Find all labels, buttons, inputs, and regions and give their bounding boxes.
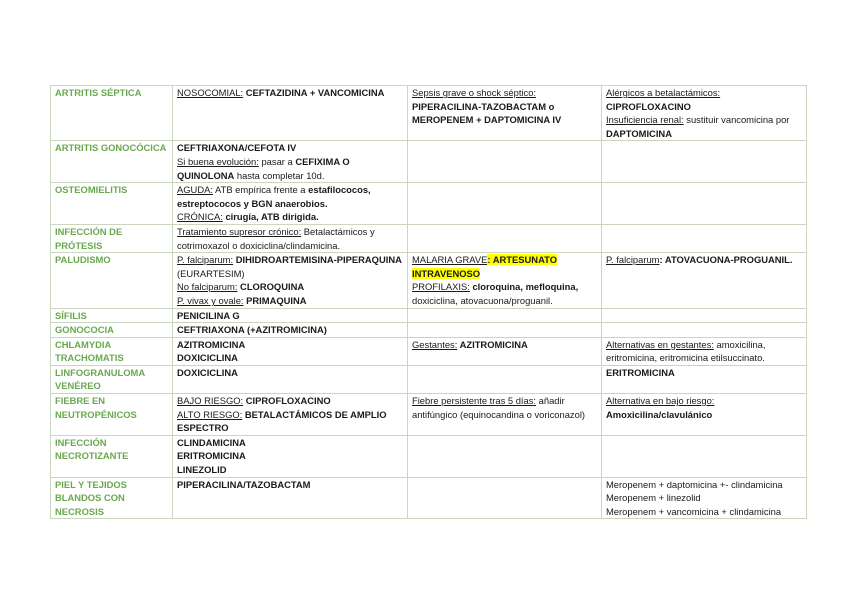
cell-line: [177, 210, 404, 224]
text-segment: CLOROQUINA: [237, 281, 305, 293]
text-segment: DIHIDROARTEMISINA-PIPERAQUINA: [233, 254, 402, 266]
treatment-cell: [602, 477, 807, 519]
treatment-cell: [408, 86, 602, 141]
cell-line: [606, 100, 803, 114]
table-row: [51, 224, 807, 252]
text-segment: Insuficiencia renal:: [606, 114, 684, 126]
cell-line: [412, 394, 598, 421]
text-segment: PIPERACILINA/TAZOBACTAM: [177, 478, 311, 490]
treatment-cell: [602, 308, 807, 323]
text-segment: Amoxicilina/clavulánico: [606, 408, 713, 420]
table-row: [51, 365, 807, 393]
treatment-cell: [602, 394, 807, 436]
table-row: [51, 253, 807, 308]
text-segment: DAPTOMICINA: [606, 127, 672, 139]
text-segment: hasta completar 10d.: [234, 169, 325, 181]
treatment-cell: [602, 365, 807, 393]
text-segment: NOSOCOMIAL:: [177, 87, 244, 98]
table-row: [51, 394, 807, 436]
text-segment: P. falciparum: [606, 254, 660, 266]
text-segment: amoxicilina, eritromicina, eritromicina etilsuccinato.: [606, 338, 766, 364]
text-segment: Meropenem + vancomicina + clindamicina: [606, 505, 782, 517]
text-segment: estafilococos, estreptococos y BGN anaerobios.: [177, 184, 371, 209]
text-segment: CEFTRIAXONA (+AZITROMICINA): [177, 324, 327, 336]
text-segment: DOXICICLINA: [177, 366, 238, 378]
treatment-cell: [173, 323, 408, 338]
treatment-cell: [173, 253, 408, 308]
text-segment: CRÓNICA:: [177, 211, 223, 223]
text-segment: CEFIXIMA O QUINOLONA: [177, 155, 350, 181]
cell-line: [177, 351, 404, 365]
text-segment: ERITROMICINA: [606, 366, 675, 378]
text-segment: MALARIA GRAVE: [412, 254, 488, 266]
cell-line: [606, 491, 803, 505]
condition-name: PALUDISMO: [51, 253, 173, 308]
treatment-cell: [173, 365, 408, 393]
text-segment: ATB empírica frente a: [212, 184, 309, 196]
treatment-cell: [173, 337, 408, 365]
treatment-cell: [602, 141, 807, 183]
text-segment: cloroquina, mefloquina,: [469, 281, 579, 293]
cell-line: [606, 113, 803, 140]
condition-name: FIEBRE EN NEUTROPÉNICOS: [51, 394, 173, 436]
cell-line: [412, 338, 598, 352]
cell-line: [177, 86, 404, 100]
condition-name: SÍFILIS: [51, 308, 173, 323]
treatment-cell: [602, 86, 807, 141]
text-segment: Meropenem + daptomicina +- clindamicina: [606, 478, 783, 490]
cell-line: [177, 449, 404, 463]
text-segment: Tratamiento supresor crónico:: [177, 225, 302, 237]
cell-line: [606, 253, 803, 267]
antibiotic-table: [50, 85, 807, 519]
text-segment: CEFTAZIDINA + VANCOMICINA: [243, 87, 385, 98]
table-row: [51, 477, 807, 519]
treatment-cell: [408, 253, 602, 308]
text-segment: AZITROMICINA: [177, 338, 246, 350]
condition-name: LINFOGRANULOMA VENÉREO: [51, 365, 173, 393]
table-row: [51, 308, 807, 323]
text-segment: DOXICICLINA: [177, 352, 238, 364]
table-row: [51, 141, 807, 183]
text-segment: Betalactámicos y cotrimoxazol o doxiciclina/clindamicina.: [177, 225, 375, 251]
text-segment: doxiciclina, atovacuona/proguanil.: [412, 294, 553, 306]
text-segment: Alternativas en gestantes:: [606, 338, 714, 350]
cell-line: [177, 338, 404, 352]
treatment-cell: [408, 477, 602, 519]
text-segment: BETALACTÁMICOS DE AMPLIO ESPECTRO: [177, 408, 387, 434]
text-segment: PROFILAXIS:: [412, 281, 470, 293]
text-segment: BAJO RIESGO:: [177, 395, 244, 407]
condition-name: GONOCOCIA: [51, 323, 173, 338]
cell-line: [177, 478, 404, 492]
table-row: [51, 435, 807, 477]
text-segment: : ATOVACUONA-PROGUANIL.: [659, 254, 793, 266]
text-segment: MEROPENEM + DAPTOMICINA IV: [412, 114, 562, 126]
condition-name: INFECCIÓN DE PRÓTESIS: [51, 224, 173, 252]
cell-line: [177, 155, 404, 182]
text-segment: Gestantes:: [412, 338, 458, 350]
text-segment: CIPROFLOXACINO: [243, 395, 331, 407]
text-segment: : ARTESUNATO INTRAVENOSO: [412, 254, 557, 279]
cell-line: [177, 408, 404, 435]
treatment-cell: [408, 435, 602, 477]
treatment-cell: [173, 435, 408, 477]
text-segment: No falciparum:: [177, 281, 238, 293]
cell-line: [606, 505, 803, 519]
text-segment: Alérgicos a betalactámicos:: [606, 87, 721, 98]
text-segment: PIPERACILINA-TAZOBACTAM o: [412, 100, 555, 112]
table-row: [51, 86, 807, 141]
cell-line: [177, 323, 404, 337]
text-segment: AZITROMICINA: [457, 338, 528, 350]
text-segment: CEFTRIAXONA/CEFOTA IV: [177, 142, 297, 154]
text-segment: Sepsis grave o shock séptico:: [412, 87, 537, 98]
condition-name: INFECCIÓN NECROTIZANTE: [51, 435, 173, 477]
cell-line: [412, 280, 598, 307]
treatment-cell: [602, 183, 807, 225]
text-segment: Alternativa en bajo riesgo:: [606, 395, 715, 407]
cell-line: [412, 100, 598, 114]
text-segment: LINEZOLID: [177, 464, 227, 476]
text-segment: pasar a: [258, 155, 296, 167]
cell-line: [412, 86, 598, 100]
cell-line: [606, 366, 803, 380]
treatment-cell: [602, 435, 807, 477]
treatment-cell: [408, 308, 602, 323]
cell-line: [606, 86, 803, 100]
table-row: [51, 323, 807, 338]
text-segment: CIPROFLOXACINO: [606, 100, 691, 112]
text-segment: AGUDA:: [177, 184, 213, 196]
treatment-cell: [408, 141, 602, 183]
cell-line: [177, 183, 404, 210]
cell-line: [606, 394, 803, 408]
treatment-cell: [408, 224, 602, 252]
cell-line: [177, 280, 404, 294]
treatment-cell: [408, 337, 602, 365]
cell-line: [606, 408, 803, 422]
table-body: [51, 86, 807, 519]
text-segment: sustituir vancomicina por: [683, 114, 790, 126]
condition-name: CHLAMYDIA TRACHOMATIS: [51, 337, 173, 365]
treatment-cell: [173, 477, 408, 519]
cell-line: [177, 463, 404, 477]
cell-line: [177, 436, 404, 450]
text-segment: Fiebre persistente tras 5 días:: [412, 395, 537, 407]
text-segment: Si buena evolución:: [177, 155, 259, 167]
cell-line: [606, 478, 803, 492]
text-segment: ALTO RIESGO:: [177, 408, 243, 420]
cell-line: [412, 253, 598, 280]
text-segment: añadir antifúngico (equinocandina o voriconazol): [412, 395, 586, 420]
treatment-cell: [408, 183, 602, 225]
cell-line: [177, 225, 404, 252]
treatment-cell: [173, 308, 408, 323]
cell-line: [177, 141, 404, 155]
text-segment: P. vivax y ovale:: [177, 294, 244, 306]
treatment-cell: [602, 253, 807, 308]
treatment-cell: [173, 224, 408, 252]
text-segment: cirugía, ATB dirigida.: [222, 211, 319, 223]
cell-line: [177, 366, 404, 380]
treatment-cell: [602, 224, 807, 252]
cell-line: [177, 294, 404, 308]
condition-name: OSTEOMIELITIS: [51, 183, 173, 225]
treatment-cell: [173, 141, 408, 183]
treatment-cell: [602, 337, 807, 365]
text-segment: PRIMAQUINA: [243, 294, 307, 306]
treatment-cell: [408, 323, 602, 338]
text-segment: P. falciparum:: [177, 254, 234, 266]
text-segment: PENICILINA G: [177, 309, 240, 321]
treatment-cell: [602, 323, 807, 338]
treatment-cell: [173, 394, 408, 436]
condition-name: ARTRITIS GONOCÓCICA: [51, 141, 173, 183]
cell-line: [177, 253, 404, 280]
treatment-cell: [408, 365, 602, 393]
treatment-cell: [173, 183, 408, 225]
cell-line: [412, 113, 598, 127]
cell-line: [177, 394, 404, 408]
table-row: [51, 337, 807, 365]
condition-name: ARTRITIS SÉPTICA: [51, 86, 173, 141]
cell-line: [177, 309, 404, 323]
treatment-cell: [173, 86, 408, 141]
text-segment: (EURARTESIM): [177, 267, 245, 279]
text-segment: CLINDAMICINA: [177, 436, 246, 448]
cell-line: [606, 338, 803, 365]
condition-name: PIEL Y TEJIDOS BLANDOS CON NECROSIS: [51, 477, 173, 519]
table-row: [51, 183, 807, 225]
treatment-cell: [408, 394, 602, 436]
text-segment: Meropenem + linezolid: [606, 492, 701, 504]
text-segment: ERITROMICINA: [177, 450, 246, 462]
